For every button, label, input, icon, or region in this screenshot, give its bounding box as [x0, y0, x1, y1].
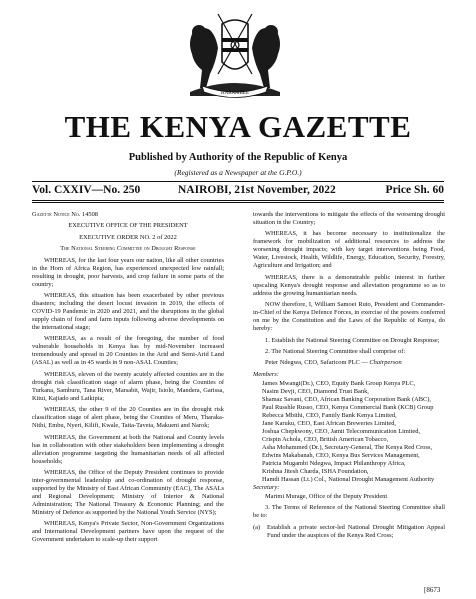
- whereas-paragraph: WHEREAS, the Government at both the National and County levels has in collaboration with other stakeholders been implementing a drought alleviation programme targeting the humanitarian needs of all affected households;: [32, 433, 224, 465]
- list-item: Crispin Achola, CEO, British American Tobacco,: [262, 435, 389, 443]
- issue-price: Price Sh. 60: [385, 184, 444, 196]
- members-label: Members:: [253, 370, 279, 378]
- left-column: [32, 211, 224, 548]
- list-item: Nasim Devji, CEO, Diamond Trust Bank,: [262, 387, 369, 395]
- issue-date: NAIROBI, 21st November, 2022: [178, 184, 336, 196]
- whereas-paragraph: WHEREAS, there is a demonstrable public interest in further upscaling Kenya's drought response and alleviation programme so as to address the growing humanitarian needs.: [253, 273, 445, 297]
- list-item: Hamdi Hassan (Lt.) Col., National Drought Management Authority: [262, 475, 435, 483]
- members-list: [253, 380, 445, 484]
- registration-note: (Registered as a Newspaper at the G.P.O.): [174, 168, 302, 177]
- list-item: Shamaz Savani, CEO, African Banking Corporation Bank (ABC),: [262, 395, 431, 403]
- clause-3a-text: Establish a private sector-led National Drought Mitigation Appeal Fund under the auspices of the Kenya Red Cross;: [267, 523, 445, 539]
- office-heading: EXECUTIVE OFFICE OF THE PRESIDENT: [68, 222, 188, 230]
- emblem-motto: HARAMBEE: [220, 91, 250, 96]
- issue-info-bar: [32, 184, 444, 198]
- chairperson-name: Peter Ndegwa, CEO, Safaricom PLC —: [265, 359, 370, 367]
- list-item: Krishna Jitesh Charda, ISHA Foundation,: [262, 467, 369, 475]
- list-item: Paul Russhle Russo, CEO, Kenya Commercial Bank (KCB) Group: [262, 403, 434, 411]
- whereas-paragraph: WHEREAS, as a result of the foregoing, the number of food vulnerable households in Kenya has by mid-November increased tremendously and spread in 20 Counties in the Arid and Semi-Arid Land (ASAL) as well as in 45 wards in 9 non-ASAL Counties;: [32, 335, 224, 367]
- volume-number: Vol. CXXIV—No. 250: [32, 184, 141, 196]
- chairperson-line: [253, 359, 445, 367]
- list-item: Patricia Mugambi Ndegwa, Impact Philanthropy Africa,: [262, 459, 406, 467]
- clause-3a: [253, 524, 445, 540]
- gazette-title: THE KENYA GAZETTE: [64, 109, 412, 144]
- executive-order-heading: EXECUTIVE ORDER NO. 2 of 2022: [79, 233, 177, 241]
- gazette-notice-number: Gazette Notice No. 14508: [32, 211, 98, 218]
- committee-heading: The National Steering Committee on Drought Response: [60, 245, 196, 253]
- chairperson-role: Chairperson: [369, 359, 402, 367]
- secretary-label: Secretary:: [253, 483, 280, 491]
- coat-of-arms-emblem: [172, 4, 298, 100]
- clause-2: 2. The National Steering Committee shall comprise of:: [265, 347, 406, 355]
- list-item: Joshua Chepkwony, CEO, Jamii Telecommunication Limited,: [262, 427, 421, 435]
- clause-3: 3. The Terms of Reference of the National Steering Committee shall be to:: [253, 504, 445, 520]
- whereas-paragraph: WHEREAS, this situation has been exacerbated by other previous disasters; including the desert locust invasion in 2019, the effects of COVID-19 Pandemic in 2020 and 2021, and the disruptions in the global supply chain of food and farm inputs following adverse developments on the international stage;: [32, 291, 224, 331]
- whereas-paragraph: WHEREAS, eleven of the twenty acutely affected counties are in the drought risk classification stage of alarm phase, being the Counties of Turkana, Samburu, Tana River, Marsabit, Wajir, Isiolo, Mandera, Garissa, Kitui, Kajiado and Laikipia;: [32, 370, 224, 402]
- list-item: Rebecca Mbithi, CEO, Family Bank Kenya Limited,: [262, 411, 397, 419]
- page-reference: [8673: [424, 586, 441, 594]
- header-rule-top: [32, 181, 444, 182]
- whereas-paragraph: WHEREAS, the other 9 of the 20 Counties are in the drought risk classification stage of alert phase, being the Counties of Meru, Tharaka-Nithi, Embu, Nyeri, Kilifi, Kwale, Taita-Taveta, Makueni and Narok;: [32, 406, 224, 430]
- header-rule-bottom: [32, 200, 444, 201]
- whereas-paragraph: WHEREAS, for the last four years our nation, like all other countries in the Horn of Africa Region, has experienced unexpected low rainfall; resulting in drought, poor harvests, and crop failure in some parts of the country;: [32, 256, 224, 288]
- clause-1: 1. Establish the National Steering Committee on Drought Response;: [265, 336, 440, 344]
- header-rule-thin: [32, 202, 444, 203]
- decree-paragraph: NOW therefore, I, William Samoei Ruto, President and Commander-in-Chief of the Kenya Defence Forces, in exercise of the powers conferred on me by the Constitution and the Laws of the Republic of Kenya, do hereby:: [253, 301, 445, 333]
- secretary-name: Marimi Murage, Office of the Deputy President: [265, 492, 388, 500]
- list-item: Jane Karuku, CEO, East African Breweries Limited,: [262, 419, 396, 427]
- list-item: Asha Mohammed (Dr.), Secretary-General, The Kenya Red Cross,: [262, 443, 433, 451]
- list-item: Edwins Makabanah, CEO, Kenya Bus Services Management,: [262, 451, 420, 459]
- whereas-paragraph: WHEREAS, the Office of the Deputy President continues to provide inter-governmental leadership and co-ordination of drought response, supported by the Ministry of East African Community (EAC), The ASALs and Regional Development; Ministry of Interior & National Administration; The National Treasury & Economic Planning; and the Ministry of Defence as supported by the National Youth Service (NYS);: [32, 468, 224, 516]
- continued-paragraph: towards the interventions to mitigate the effects of the worsening drought situation in the Country;: [253, 211, 445, 226]
- clause-3a-label: (a): [253, 523, 261, 531]
- list-item: James Mwangi(Dr.), CEO, Equity Bank Group Kenya PLC,: [262, 379, 416, 387]
- right-column: [253, 211, 445, 540]
- published-by-line: Published by Authority of the Republic of Kenya: [128, 152, 348, 163]
- whereas-paragraph: WHEREAS, it has become necessary to institutionalize the framework for mobilization of additional resources to address the worsening drought impacts; with key target interventions being Food, Water, Livestock, Health, Wildlife, Energy, Education, Security, Forestry, Agriculture and Irrigation; and: [253, 230, 445, 270]
- whereas-paragraph: WHEREAS, Kenya's Private Sector, Non-Government Organizations and International Development partners have upon the request of the Government undertaken to scale-up their support: [32, 520, 224, 544]
